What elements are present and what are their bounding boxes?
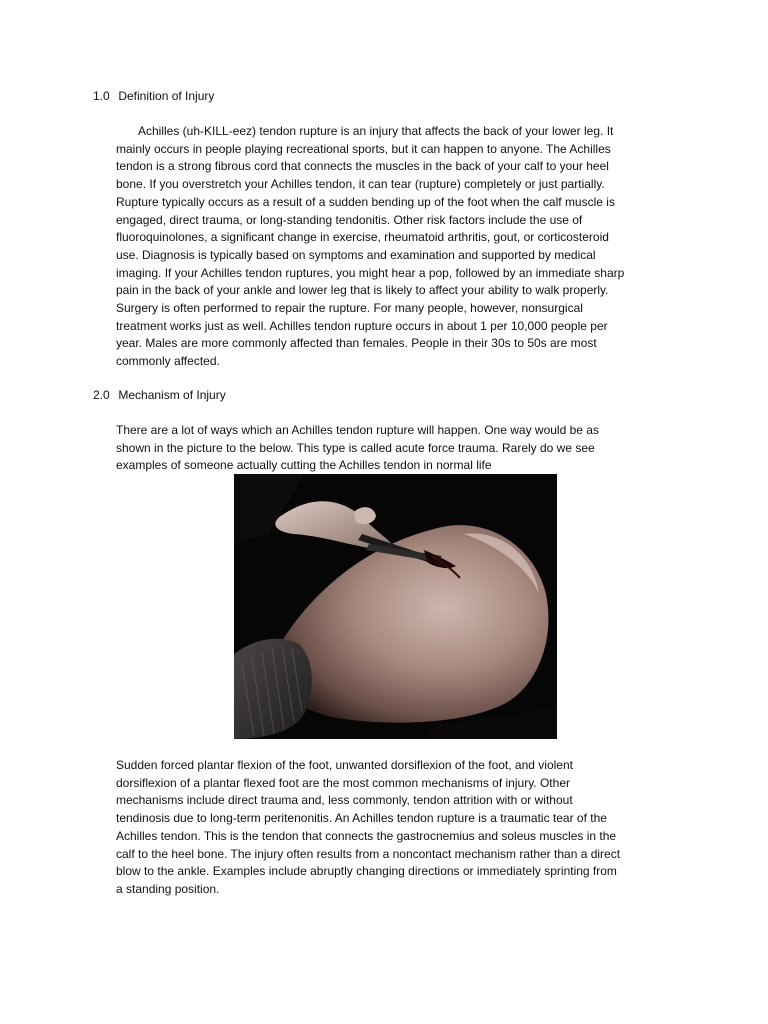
paragraph-line: bone. If you overstretch your Achilles tendon, it can tear (rupture) completely or just partially. — [116, 177, 605, 192]
definition-paragraph — [116, 123, 624, 371]
paragraph-line: fluoroquinolones, a significant change in exercise, rheumatoid arthritis, gout, or corticosteroid — [116, 230, 609, 245]
paragraph-line: examples of someone actually cutting the Achilles tendon in normal life — [116, 458, 492, 473]
paragraph-line: tendinosis due to long-term peritenonitis. An Achilles tendon rupture is a traumatic tear of the — [116, 811, 607, 826]
paragraph-line: blow to the ankle. Examples include abruptly changing directions or immediately sprinting from — [116, 864, 617, 879]
paragraph-line: shown in the picture to the below. This type is called acute force trauma. Rarely do we see — [116, 440, 595, 455]
paragraph-line: pain in the back of your ankle and lower leg that is likely to affect your ability to walk properly. — [116, 283, 609, 298]
section-heading-definition — [93, 88, 214, 105]
paragraph-line: tendon is a strong fibrous cord that connects the muscles in the back of your calf to your heel — [116, 159, 609, 174]
paragraph-line: Surgery is often performed to repair the rupture. For many people, however, nonsurgical — [116, 301, 583, 316]
paragraph-line: Rupture typically occurs as a result of a sudden bending up of the foot when the calf muscle is — [116, 194, 615, 209]
paragraph-line: mainly occurs in people playing recreational sports, but it can happen to anyone. The Achilles — [116, 141, 611, 156]
paragraph-line: dorsiflexion of a plantar flexed foot are the most common mechanisms of injury. Other — [116, 775, 570, 790]
paragraph-line: There are a lot of ways which an Achilles tendon rupture will happen. One way would be as — [116, 423, 599, 437]
paragraph-line: imaging. If your Achilles tendon ruptures, you might hear a pop, followed by an immediate sharp — [116, 265, 625, 280]
mechanism-paragraph — [116, 757, 620, 899]
paragraph-line: Achilles tendon. This is the tendon that connects the gastrocnemius and soleus muscles in the — [116, 828, 617, 843]
section-number: 2.0 — [93, 388, 110, 402]
section-title: Mechanism of Injury — [118, 388, 226, 402]
achilles-tendon-photo — [234, 474, 557, 739]
paragraph-line: mechanisms include direct trauma and, less commonly, tendon attrition with or without — [116, 793, 573, 808]
paragraph-line: Sudden forced plantar flexion of the foot, unwanted dorsiflexion of the foot, and violent — [116, 758, 573, 772]
section-number: 1.0 — [93, 89, 110, 103]
paragraph-line: engaged, direct trauma, or long-standing tendonitis. Other risk factors include the use of — [116, 212, 583, 227]
paragraph-line: commonly affected. — [116, 354, 220, 369]
section-heading-mechanism — [93, 387, 226, 404]
mechanism-intro-paragraph — [116, 422, 599, 475]
paragraph-line: calf to the heel bone. The injury often results from a noncontact mechanism rather than a direct — [116, 846, 621, 861]
paragraph-line: a standing position. — [116, 881, 220, 896]
paragraph-line: year. Males are more commonly affected than females. People in their 30s to 50s are most — [116, 336, 597, 351]
paragraph-line: treatment works just as well. Achilles tendon rupture occurs in about 1 per 10,000 people per — [116, 318, 608, 333]
section-title: Definition of Injury — [118, 89, 215, 103]
paragraph-line: use. Diagnosis is typically based on symptoms and examination and supported by medical — [116, 247, 596, 262]
paragraph-line: Achilles (uh-KILL-eez) tendon rupture is an injury that affects the back of your lower leg. It — [138, 124, 614, 138]
